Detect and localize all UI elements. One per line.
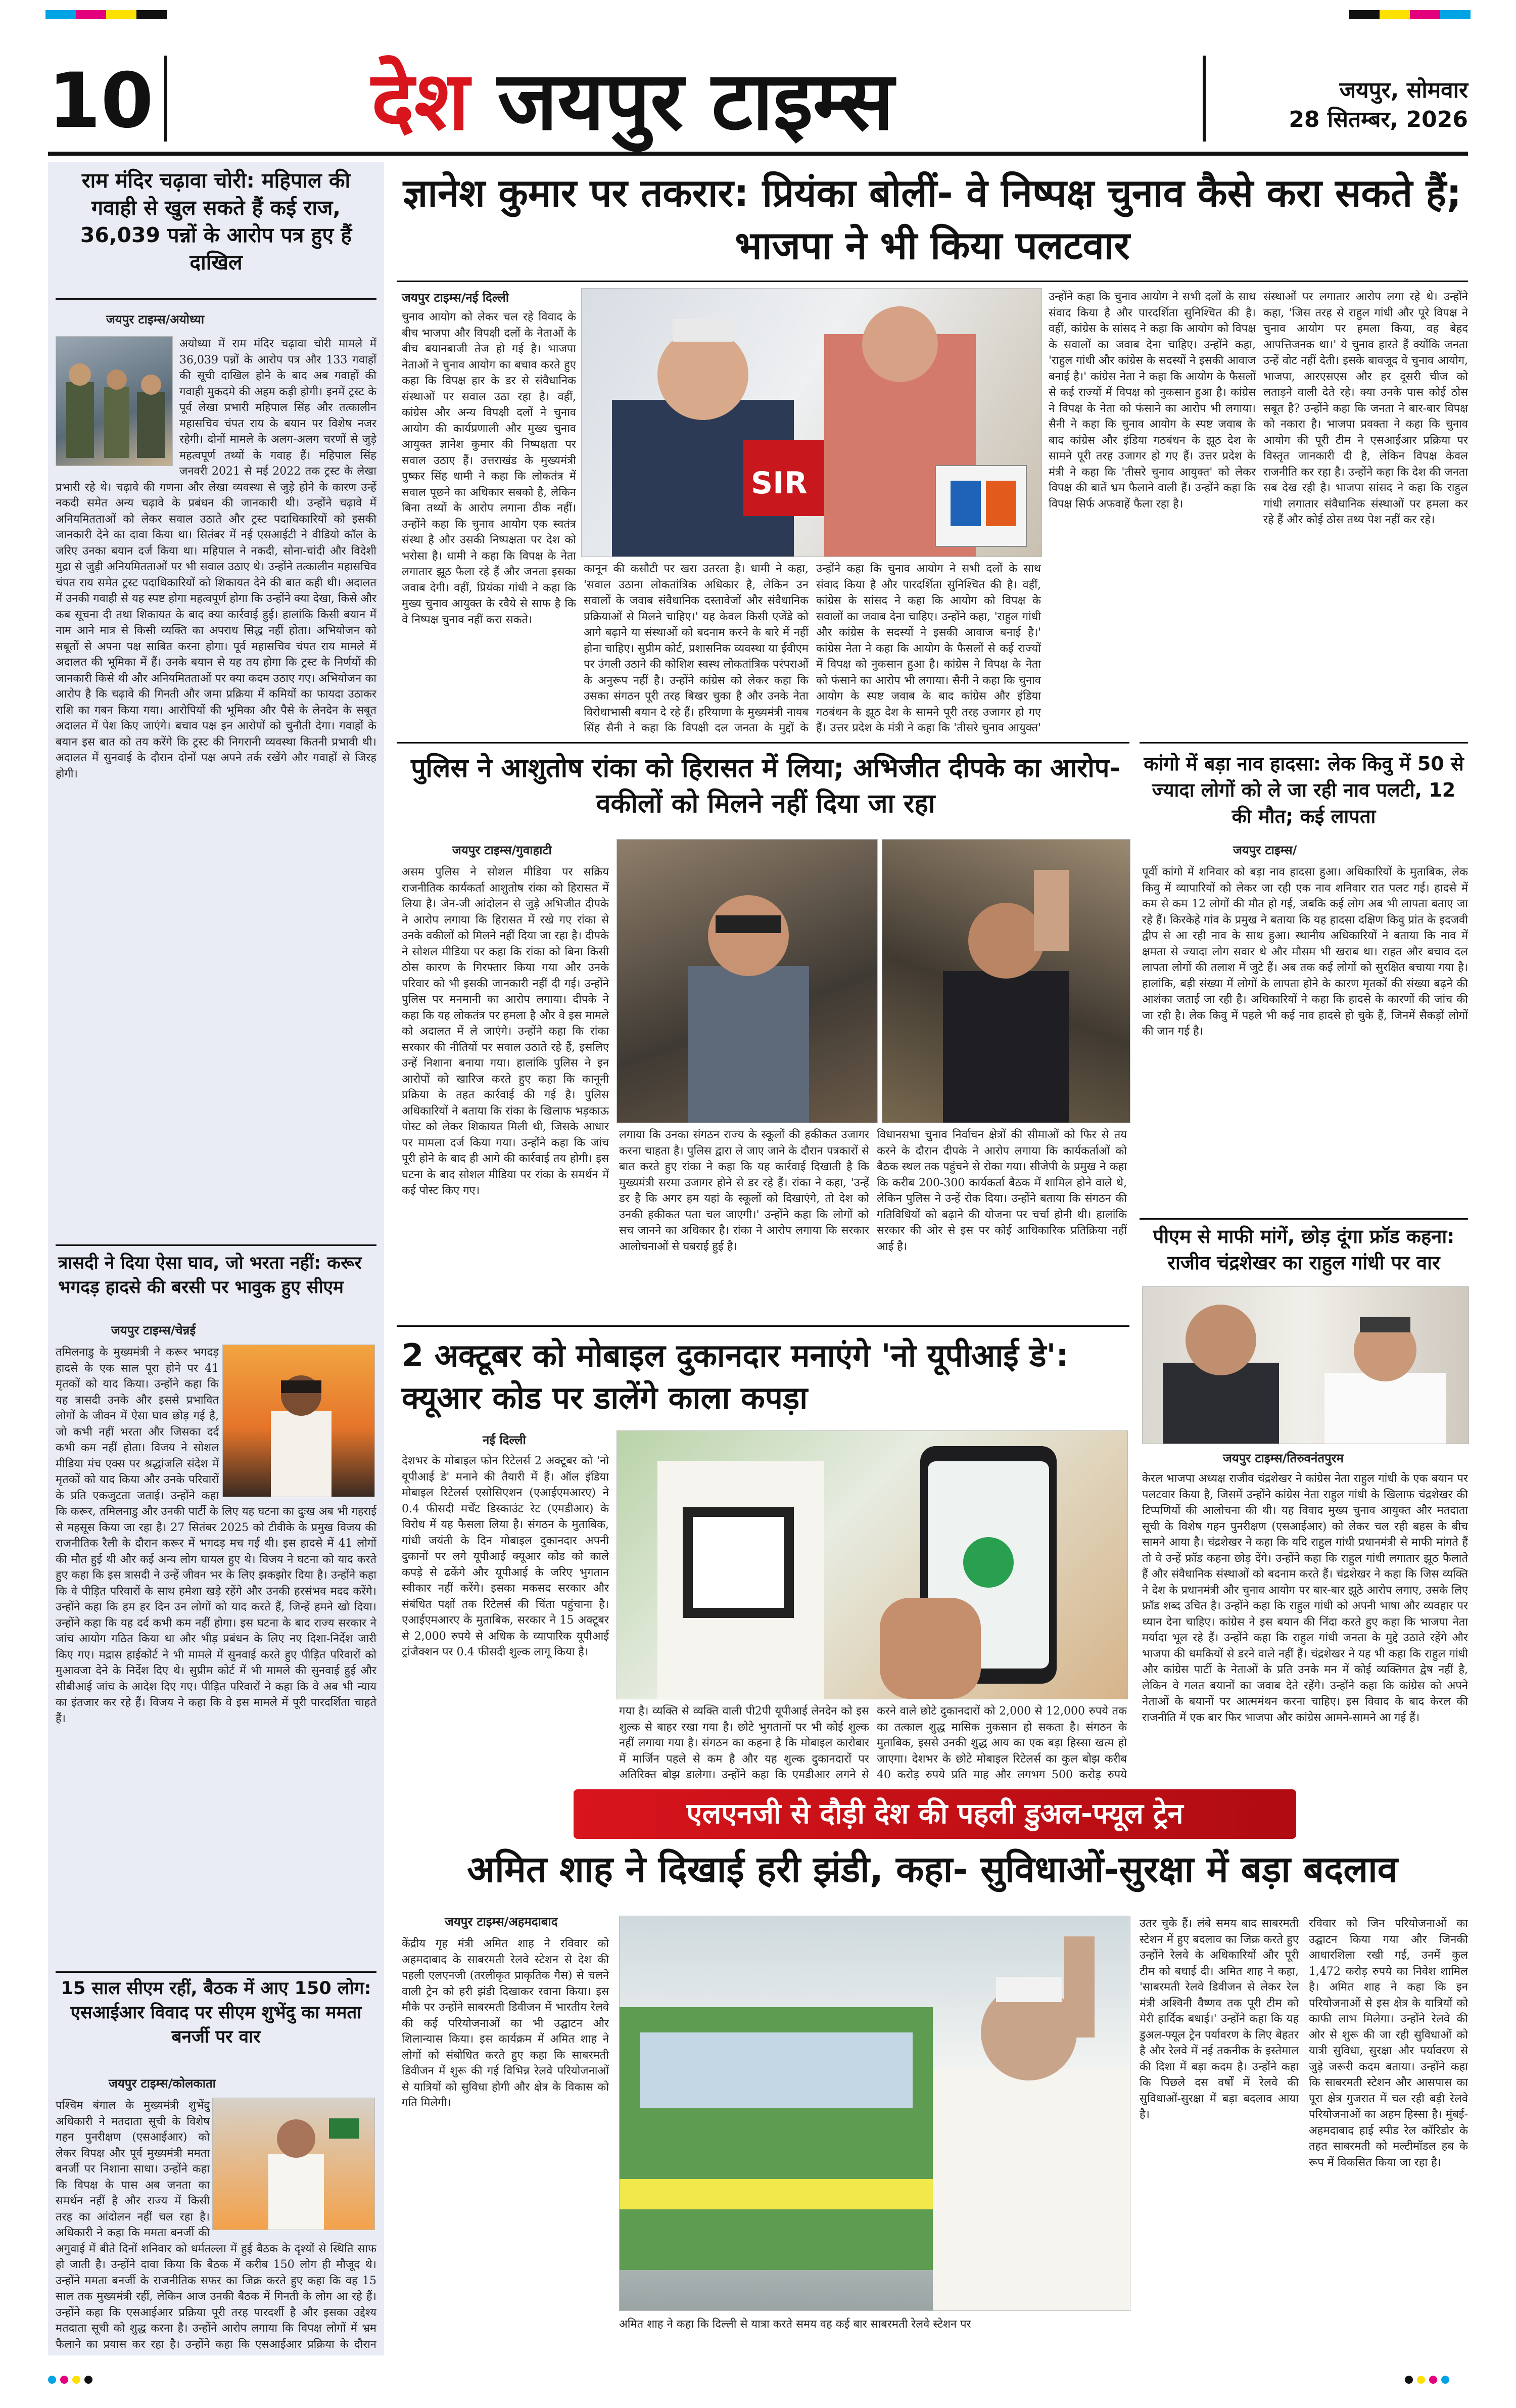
ranka-col3: विधानसभा चुनाव निर्वाचन क्षेत्रों की सीमाओं को फिर से तय करने के दौरान दीपके ने आरोप लगाया कि कार्यकर्ताओं को बैठक स्थल तक पहुंचने से रोका गया। सीजेपी के प्रमुख ने कहा कि करीब 200-300 कार्यकर्ता बैठक में शामिल होने वाले थे, लेकिन पुलिस ने उन्हें रोक दिया। उन्होंने बताया कि संगठन की गतिविधियों को बढ़ाने की योजना पर चर्चा होनी थी। हालांकि सरकार की ओर से इस पर कोई आधिकारिक प्रतिक्रिया नहीं आई है। <box>877 1129 1127 1253</box>
story-karur-title: त्रासदी ने दिया ऐसा घाव, जो भरता नहीं: करूर भगदड़ हादसे की बरसी पर भावुक हुए सीएम <box>58 1253 362 1298</box>
train-photo-graphic <box>620 1916 1130 2310</box>
ranka-byline: जयपुर टाइम्स/गुवाहाटी <box>452 843 552 857</box>
story-ram-mandir-title: राम मंदिर चढ़ावा चोरी: महिपाल की गवाही से खुल सकते हैं कई राज, 36,039 पन्नों के आरोप पत्र हुए हैं दाखिल <box>80 168 352 274</box>
lead-col3-continued: उन्होंने कहा कि चुनाव आयोग ने सभी दलों के साथ संवाद किया है और पारदर्शिता सुनिश्चित की है। वहीं, कांग्रेस के सांसद ने कहा कि आयोग को विपक्ष के सवालों का जवाब देना चाहिए। उन्होंने कहा, 'राहुल गांधी और कांग्रेस के सदस्यों ने इसकी आवाज बनाई है।' कांग्रेस नेता ने कहा कि आयोग के फैसलों से कई राज्यों में विपक्ष को नुकसान हुआ है। कांग्रेस ने विपक्ष के नेता को फंसाने का आरोप भी लगाया। सैनी ने कहा कि चुनाव आयोग के स्पष्ट जवाब के बाद कांग्रेस और इंडिया गठबंधन के झूठ देश के सामने पूरी तरह उजागर हो गए हैं। उत्तर प्रदेश के मंत्री ने कहा कि 'तीसरे चुनाव आयुक्त' को लेकर विपक्ष की बातें भ्रम फैलाने वाली हैं। उन्होंने कहा कि विपक्ष सिर्फ अफवाहें फैला रहा है। <box>1049 291 1256 511</box>
ranka-photo-1-graphic <box>617 840 877 1123</box>
story-karur-byline: जयपुर टाइम्स/चेन्नई <box>111 1323 196 1337</box>
rajeev-headline: पीएम से माफी मांगें, छोड़ दूंगा फ्रॉड कहना: राजीव चंद्रशेखर का राहुल गांधी पर वार <box>1153 1225 1455 1274</box>
ranka-col2: लगाया कि उनका संगठन राज्य के स्कूलों की हकीकत उजागर करना चाहता है। पुलिस द्वारा ले जाए जाने के दौरान पत्रकारों से बात करते हुए रांका ने कहा कि यह कार्रवाई दिखाती है कि मुख्यमंत्री सरमा उजागर होने से डर रहे हैं। रांका ने कहा, 'उन्हें डर है कि अगर हम यहां के स्कूलों को दिखाएंगे, तो देश को उनकी हकीकत पता चल जाएगी।' उन्होंने कहा कि लोगों को सच जानने का अधिकार है। रांका ने आरोप लगाया कि सरकार आलोचनाओं से घबराई हुई है। <box>619 1129 869 1253</box>
train-col2: उतर चुके हैं। लंबे समय बाद साबरमती स्टेशन में हुए बदलाव का जिक्र करते हुए उन्होंने रेलवे के अधिकारियों और पूरी टीम को बधाई दी। अमित शाह ने कहा, 'साबरमती रेलवे डिवीजन से लेकर रेल मंत्री अश्विनी वैष्णव तक पूरी टीम को मेरी हार्दिक बधाई।' उन्होंने कहा कि यह डुअल-फ्यूल ट्रेन पर्यावरण के लिए बेहतर है और रेलवे में नई तकनीक के इस्तेमाल की दिशा में बड़ा कदम है। उन्होंने कहा कि पिछले दस वर्षों में रेलवे की सुविधाओं-सुरक्षा में बड़ा बदलाव आया है। <box>1140 1917 1299 2121</box>
story-ram-mandir-body: अयोध्या में राम मंदिर चढ़ावा चोरी मामले में 36,039 पन्नों के आरोप पत्र और 133 गवाहों की सूची दाखिल होने के बाद अब गवाहों की गवाही मुकदमे की अहम कड़ी होगी। इनमें ट्रस्ट के पूर्व लेखा प्रभारी महिपाल सिंह और तत्कालीन महासचिव चंपत राय के बयान पर विशेष नजर रहेगी। दोनों मामले के अलग-अलग चरणों से जुड़े महत्वपूर्ण तथ्यों के गवाह हैं। महिपाल सिंह जनवरी 2021 से मई 2022 तक ट्रस्ट के लेखा प्रभारी रहे थे। चढ़ावे की गणना और लेखा व्यवस्था से जुड़े होने के कारण उन्हें नकदी समेत अन्य चढ़ावे के प्रबंधन की जानकारी थी। उन्होंने चढ़ावे में अनियमितताओं को लेकर सवाल उठाते और ट्रस्ट पदाधिकारियों को इसकी जानकारी देने का दावा किया था। सितंबर में नई एसआईटी ने वीडियो कॉल के जरिए उनका बयान दर्ज किया था। महिपाल ने नकदी, सोना-चांदी और विदेशी मुद्रा से जुड़ी अनियमितताओं पर भी सवाल उठाए थे। उन्होंने तत्कालीन महासचिव चंपत राय समेत ट्रस्ट पदाधिकारियों को शिकायत देने की बात कही थी। अदालत में उनकी गवाही से यह स्पष्ट होगा महत्वपूर्ण होगा कि उन्होंने क्या देखा, किसे और कब सूचना दी तथा शिकायत के बाद क्या कार्रवाई हुई। हालांकि किसी बयान में नाम आने मात्र से किसी व्यक्ति का अपराध सिद्ध नहीं होता। अभियोजन को सबूतों से अपना पक्ष साबित करना होगा। पूर्व महासचिव चंपत राय मामले में अदालत की भूमिका में हैं। उनके बयान से यह तय होगा कि ट्रस्ट के निर्णयों की जानकारी किसे थी और अनियमितताओं पर क्या कदम उठाए गए। अभियोजन का आरोप है कि चढ़ावे की गिनती और जमा प्रक्रिया में कमियों का फायदा उठाकर राशि का गबन किया गया। आरोपियों की भूमिका और पैसे के लेनदेन के सबूत अदालत में पेश किए जाएंगे। बचाव पक्ष इन आरोपों को चुनौती देगा। गवाहों के बयान इस बात को तय करेंगे कि ट्रस्ट की निगरानी व्यवस्था कितनी प्रभावी थी। अदालत में सुनवाई के दौरान दोनों पक्ष अपने तर्क रखेंगे और गवाहों से जिरह होगी। <box>56 338 376 780</box>
dateline <box>1289 76 1468 134</box>
divider <box>397 742 1129 744</box>
masthead-title <box>371 51 894 152</box>
masthead-divider <box>1203 56 1206 142</box>
story-suvendu-body: पश्चिम बंगाल के मुख्यमंत्री शुभेंदु अधिकारी ने मतदाता सूची के विशेष गहन पुनरीक्षण (एसआईआर) को लेकर विपक्ष और पूर्व मुख्यमंत्री ममता बनर्जी पर निशाना साधा। उन्होंने कहा कि विपक्ष के पास अब जनता का समर्थन नहीं है और राज्य में किसी तरह का आंदोलन नहीं चल रहा है। अधिकारी ने कहा कि ममता बनर्जी की अगुवाई में बीते दिनों शनिवार को धर्मतल्ला में हुई बैठक के दृश्यों से स्थिति साफ हो जाती है। उन्होंने दावा किया कि बैठक में करीब 150 लोग ही मौजूद थे। उन्होंने ममता बनर्जी के राजनीतिक सफर का जिक्र करते हुए कहा कि वह 15 साल तक मुख्यमंत्री रहीं, लेकिन आज उनकी बैठक में गिनती के लोग आ रहे हैं। उन्होंने कहा कि एसआईआर प्रक्रिया पूरी तरह पारदर्शी है और इसका उद्देश्य मतदाता सूची को शुद्ध करना है। उन्होंने आरोप लगाया कि विपक्ष लोगों में भ्रम फैलाने का प्रयास कर रहा है। उन्होंने कहा कि एसआईआर प्रक्रिया के दौरान <box>56 2099 376 2350</box>
footer-color-marks <box>1405 2376 1449 2384</box>
train-photo-caption: अमित शाह ने कहा कि दिल्ली से यात्रा करते समय वह कई बार साबरमती रेलवे स्टेशन पर <box>619 2318 971 2331</box>
lead-col3: उन्होंने कहा कि चुनाव आयोग ने सभी दलों के साथ संवाद किया है और पारदर्शिता सुनिश्चित की है। वहीं, कांग्रेस के सांसद ने कहा कि आयोग को विपक्ष के सवालों का जवाब देना चाहिए। उन्होंने कहा, 'राहुल गांधी और कांग्रेस के सदस्यों ने इसकी आवाज बनाई है।' कांग्रेस नेता ने कहा कि आयोग के फैसलों से कई राज्यों में विपक्ष को नुकसान हुआ है। कांग्रेस ने विपक्ष के नेता को फंसाने का आरोप भी लगाया। सैनी ने कहा कि चुनाव आयोग के स्पष्ट जवाब के बाद कांग्रेस और इंडिया गठबंधन के झूठ देश के सामने पूरी तरह उजागर हो गए हैं। उत्तर प्रदेश के मंत्री ने कहा कि 'तीसरे चुनाव आयुक्त' <box>816 563 1041 734</box>
masthead-divider <box>164 56 167 142</box>
congo-byline: जयपुर टाइम्स/ <box>1233 843 1297 857</box>
divider <box>1140 742 1468 744</box>
footer-color-marks <box>48 2376 92 2384</box>
text-wrap-spacer <box>219 1345 376 1499</box>
train-headline: अमित शाह ने दिखाई हरी झंडी, कहा- सुविधाओं-सुरक्षा में बड़ा बदलाव <box>467 1848 1398 1890</box>
text-wrap-spacer <box>56 336 179 468</box>
divider <box>397 1325 1129 1327</box>
lead-byline: जयपुर टाइम्स/नई दिल्ली <box>402 291 509 305</box>
ranka-photo-2-graphic <box>882 840 1130 1123</box>
story-suvendu-byline: जयपुर टाइम्स/कोलकाता <box>109 2076 216 2091</box>
section-name: देश <box>371 54 469 148</box>
ranka-photo-1 <box>617 839 878 1123</box>
rajeev-byline: जयपुर टाइम्स/तिरुवनंतपुरम <box>1223 1451 1344 1465</box>
divider <box>56 1244 376 1246</box>
upi-col1: देशभर के मोबाइल फोन रिटेलर्स 2 अक्टूबर को 'नो यूपीआई डे' मनाने की तैयारी में हैं। ऑल इंडिया मोबाइल रिटेलर्स एसोसिएशन (एआईएमआरए) ने 0.4 फीसदी मर्चेंट डिस्काउंट रेट (एमडीआर) के विरोध में यह फैसला लिया है। संगठन के मुताबिक, गांधी जयंती के दिन मोबाइल दुकानदार अपनी दुकानों पर लगे यूपीआई क्यूआर कोड को काले कपड़े से ढकेंगे और यूपीआई के जरिए भुगतान स्वीकार नहीं करेंगे। इसका मकसद सरकार और संबंधित पक्षों तक रिटेलर्स की चिंता पहुंचाना है। एआईएमआरए के मुताबिक, सरकार ने 15 अक्टूबर से 2,000 रुपये से अधिक के व्यापारिक यूपीआई ट्रांजैक्शन पर 0.4 फीसदी शुल्क लागू किया है। <box>402 1455 609 1658</box>
lead-photo <box>581 288 1042 557</box>
ranka-headline: पुलिस ने आशुतोष रांका को हिरासत में लिया; अभिजीत दीपके का आरोप- वकीलों को मिलने नहीं दिया जा रहा <box>411 753 1120 819</box>
lead-photo-graphic <box>582 289 1041 557</box>
story-ram-mandir-byline: जयपुर टाइम्स/अयोध्या <box>106 312 205 327</box>
upi-photo <box>617 1430 1128 1699</box>
rajeev-photo-graphic <box>1143 1287 1468 1444</box>
upi-col3: करने वाले छोटे दुकानदारों को 2,000 से 12,000 रुपये तक का तत्काल शुद्ध मासिक नुकसान हो सकता है। संगठन के मुताबिक, इससे उनकी शुद्ध आय का एक बड़ा हिस्सा खत्म हो जाएगा। देशभर के छोटे मोबाइल रिटेलर्स का कुल बोझ करीब 40 करोड़ रुपये प्रति माह और लगभग 500 करोड़ रुपये <box>877 1705 1127 1781</box>
rajeev-body: केरल भाजपा अध्यक्ष राजीव चंद्रशेखर ने कांग्रेस नेता राहुल गांधी के एक बयान पर पलटवार किया है, जिसमें उन्होंने कांग्रेस नेता राहुल गांधी के खिलाफ चंद्रशेखर की टिप्पणियों की आलोचना की थी। यह विवाद मुख्य चुनाव आयुक्त और मतदाता सूची के विशेष गहन पुनरीक्षण (एसआईआर) को लेकर चल रही बहस के बीच सामने आया है। चंद्रशेखर ने कहा कि यदि राहुल गांधी प्रधानमंत्री से माफी मांगते हैं तो वे उन्हें फ्रॉड कहना छोड़ देंगे। उन्होंने कहा कि राहुल गांधी लगातार झूठ फैलाते हैं और संवैधानिक संस्थाओं को बदनाम करते हैं। चंद्रशेखर ने कहा कि जिस व्यक्ति ने देश के प्रधानमंत्री और चुनाव आयोग पर बार-बार झूठे आरोप लगाए, उसके लिए फ्रॉड शब्द उचित है। उन्होंने कहा कि राहुल गांधी को अपनी भाषा और व्यवहार पर ध्यान देना चाहिए। कांग्रेस ने इस बयान की निंदा करते हुए कहा कि भाजपा नेता मर्यादा भूल रहे हैं। उन्होंने कहा कि राहुल गांधी जनता के मुद्दे उठाते रहेंगे और भाजपा की धमकियों से डरने वाले नहीं हैं। चंद्रशेखर ने यह भी कहा कि राहुल गांधी और कांग्रेस पार्टी के नेताओं के प्रति उनके मन में कोई व्यक्तिगत द्वेष नहीं है, लेकिन वे गलत बयानों का जवाब देते रहेंगे। उन्होंने कहा कि कांग्रेस को अपने नेताओं के बयानों पर आत्ममंथन करना चाहिए। इस विवाद के बाद केरल की राजनीति में एक बार फिर भाजपा और कांग्रेस आमने-सामने आ गई हैं। <box>1142 1472 1468 1724</box>
upi-byline: नई दिल्ली <box>483 1433 526 1447</box>
registration-marks <box>1349 10 1471 19</box>
ranka-col1: असम पुलिस ने सोशल मीडिया पर सक्रिय राजनीतिक कार्यकर्ता आशुतोष रांका को हिरासत में लिया है। जेन-जी आंदोलन से जुड़े अभिजीत दीपके ने आरोप लगाया कि हिरासत में रखे गए रांका से उनके वकीलों को मिलने नहीं दिया जा रहा है। दीपके ने सोशल मीडिया पर कहा कि रांका को बिना किसी ठोस कारण के गिरफ्तार किया गया और उनके परिवार को भी इसकी जानकारी नहीं दी गई। उन्होंने पुलिस पर मनमानी का आरोप लगाया। दीपके ने कहा कि यह लोकतंत्र पर हमला है और वे इस मामले को अदालत में ले जाएंगे। उन्होंने कहा कि रांका सरकार की नीतियों पर सवाल उठाते रहे हैं, इसलिए उन्हें निशाना बनाया गया। हालांकि पुलिस ने इन आरोपों को खारिज करते हुए कहा कि कानूनी प्रक्रिया के तहत कार्रवाई की गई है। पुलिस अधिकारियों ने बताया कि रांका के खिलाफ भड़काऊ पोस्ट को लेकर शिकायत मिली थी, जिसके आधार पर मामला दर्ज किया गया। उन्होंने कहा कि जांच पूरी होने के बाद ही आगे की कार्रवाई तय होगी। इस घटना के बाद सोशल मीडिया पर रांका के समर्थन में कई पोस्ट किए गए। <box>402 866 609 1197</box>
lead-col4: संस्थाओं पर लगातार आरोप लगा रहे थे। उन्होंने कहा, 'जिस तरह से राहुल गांधी और पूरे विपक्ष ने चुनाव आयोग पर हमला किया, वह बेहद आपत्तिजनक था।' ये चुनाव हारते हैं क्योंकि जनता उन्हें वोट नहीं देती। इसके बावजूद वे चुनाव आयोग, भाजपा, आरएसएस और हर दूसरी चीज को लताड़ने वाली देते रहे। क्या उनके पास कोई ठोस सबूत है? उन्होंने कहा कि जनता ने बार-बार विपक्ष को नकारा है। भाजपा प्रवक्ता ने कहा कि चुनाव आयोग की पूरी टीम ने एसआईआर प्रक्रिया पर विस्तृत जानकारी दी है, लेकिन विपक्ष केवल राजनीति कर रहा है। उन्होंने कहा कि देश की जनता सब देख रही है। भाजपा सांसद ने कहा कि राहुल गांधी लगातार संवैधानिक संस्थाओं पर हमला कर रहे हैं और कोई ठोस तथ्य पेश नहीं कर रहे। <box>1263 291 1468 526</box>
text-wrap-spacer <box>210 2098 376 2232</box>
story-suvendu-title: 15 साल सीएम रहीं, बैठक में आए 150 लोग: एसआईआर विवाद पर सीएम शुभेंदु का ममता बनर्जी पर वार <box>61 1978 371 2047</box>
divider <box>397 281 1468 282</box>
train-byline: जयपुर टाइम्स/अहमदाबाद <box>445 1915 558 1929</box>
lead-photo-badge: SIR <box>751 466 808 501</box>
train-banner: एलएनजी से दौड़ी देश की पहली डुअल-फ्यूल ट्रेन <box>574 1789 1296 1839</box>
registration-marks <box>45 10 167 19</box>
train-col1: केंद्रीय गृह मंत्री अमित शाह ने रविवार को अहमदाबाद के साबरमती रेलवे स्टेशन से देश की पहली एलएनजी (तरलीकृत प्राकृतिक गैस) से चलने वाली ट्रेन को हरी झंडी दिखाकर रवाना किया। इस मौके पर उन्होंने साबरमती डिवीजन में भारतीय रेलवे की कई परियोजनाओं का भी उद्घाटन और शिलान्यास किया। इस कार्यक्रम में अमित शाह ने लोगों को संबोधित करते हुए कहा कि साबरमती डिवीजन में शुरू की गई विभिन्न रेलवे परियोजनाओं से यात्रियों को सुविधा होगी और क्षेत्र के विकास को गति मिलेगी। <box>402 1937 609 2109</box>
divider <box>56 298 376 300</box>
issue-date: 28 सितम्बर, 2026 <box>1289 107 1468 132</box>
upi-headline: 2 अक्टूबर को मोबाइल दुकानदार मनाएंगे 'नो यूपीआई डे': क्यूआर कोड पर डालेंगे काला कपड़ा <box>402 1337 1069 1416</box>
rajeev-photo <box>1142 1286 1469 1444</box>
paper-name: जयपुर टाइम्स <box>497 54 894 148</box>
divider <box>56 1971 376 1973</box>
lead-col1: चुनाव आयोग को लेकर चल रहे विवाद के बीच भाजपा और विपक्षी दलों के नेताओं के बीच बयानबाजी तेज हो गई है। भाजपा नेताओं ने चुनाव आयोग का बचाव करते हुए कहा कि विपक्ष हार के डर से संवैधानिक संस्थाओं पर सवाल उठा रहा है। वहीं, कांग्रेस और अन्य विपक्षी दलों ने चुनाव आयोग की कार्यप्रणाली और मुख्य चुनाव आयुक्त ज्ञानेश कुमार की निष्पक्षता पर सवाल उठाए हैं। उत्तराखंड के मुख्यमंत्री पुष्कर सिंह धामी ने कहा कि लोकतंत्र में सवाल पूछने का अधिकार सबको है, लेकिन बिना तथ्यों के आरोप लगाना ठीक नहीं। उन्होंने कहा कि चुनाव आयोग एक स्वतंत्र संस्था है और उसकी निष्पक्षता पर देश को भरोसा है। धामी ने कहा कि विपक्ष के नेता लगातार झूठ फैला रहे हैं और जनता इसका जवाब देगी। वहीं, प्रियंका गांधी ने कहा कि मुख्य चुनाव आयुक्त के रवैये से साफ है कि वे निष्पक्ष चुनाव नहीं करा सकते। <box>402 311 576 626</box>
train-col3: रविवार को जिन परियोजनाओं का उद्घाटन किया गया और जिनकी आधारशिला रखी गई, उनमें कुल 1,472 करोड़ रुपये का निवेश शामिल है। अमित शाह ने कहा कि इन परियोजनाओं से इस क्षेत्र के यात्रियों को काफी लाभ मिलेगा। उन्होंने रेलवे की ओर से शुरू की जा रही सुविधाओं को यात्री सुविधा, सुरक्षा और पर्यावरण से जुड़े जरूरी कदम बताया। उन्होंने कहा कि साबरमती स्टेशन और आसपास का पूरा क्षेत्र गुजरात में चल रही बड़ी रेलवे परियोजनाओं का अहम हिस्सा है। मुंबई-अहमदाबाद हाई स्पीड रेल कॉरिडोर के तहत साबरमती को मल्टीमॉडल हब के रूप में विकसित किया जा रहा है। <box>1309 1917 1468 2169</box>
divider <box>1140 1218 1468 1220</box>
lead-headline: ज्ञानेश कुमार पर तकरार: प्रियंका बोलीं- वे निष्पक्ष चुनाव कैसे करा सकते हैं; भाजपा ने भी किया पलटवार <box>403 170 1462 268</box>
congo-body: पूर्वी कांगो में शनिवार को बड़ा नाव हादसा हुआ। अधिकारियों के मुताबिक, लेक किवु में व्यापारियों को लेकर जा रही एक नाव शनिवार रात पलट गई। हादसे में कम से कम 12 लोगों की मौत हो गई, जबकि कई लोग अब भी लापता बताए जा रहे हैं। किरकेहे गांव के प्रमुख ने बताया कि यह हादसा दक्षिण किवु प्रांत के इदजवी द्वीप से आ रही नाव के साथ हुआ। स्थानीय अधिकारियों ने बताया कि नाव में क्षमता से ज्यादा लोग सवार थे और मौसम भी खराब था। राहत और बचाव दल लापता लोगों की तलाश में जुटे हैं। अब तक कई लोगों को सुरक्षित बचाया गया है। हालांकि, बड़ी संख्या में लोगों के लापता होने के कारण मृतकों की संख्या बढ़ने की आशंका जताई जा रही है। अधिकारियों ने कहा कि हादसे के कारणों की जांच की जा रही है। लेक किवु में पहले भी कई नाव हादसे हो चुके हैं, जिनमें सैकड़ों लोगों की जान गई है। <box>1142 866 1468 1038</box>
place-day: जयपुर, सोमवार <box>1339 77 1468 103</box>
train-photo <box>619 1916 1130 2311</box>
lead-col2: कानून की कसौटी पर खरा उतरता है। धामी ने कहा, 'सवाल उठाना लोकतांत्रिक अधिकार है, लेकिन उन सवालों के जवाब संवैधानिक दस्तावेजों और संवैधानिक प्रक्रियाओं से मिलने चाहिए।' यह केवल किसी एजेंडे को आगे बढ़ाने या संस्थाओं को बदनाम करने के बारे में नहीं होना चाहिए। सुप्रीम कोर्ट, प्रशासनिक व्यवस्था या ईवीएम पर उंगली उठाने की कोशिश स्वस्थ लोकतांत्रिक परंपराओं के अनुरूप नहीं है। उन्होंने कांग्रेस को लेकर कहा कि उसका संगठन पूरी तरह बिखर चुका है और उनके नेता विरोधाभासी बयान दे रहे हैं। हरियाणा के मुख्यमंत्री नायब सिंह सैनी ने कहा कि विपक्षी दल जनता के मुद्दों के <box>584 563 809 734</box>
ranka-photo-2 <box>882 839 1130 1123</box>
masthead-rule <box>48 152 1468 156</box>
story-karur-body: तमिलनाडु के मुख्यमंत्री ने करूर भगदड़ हादसे के एक साल पूरा होने पर 41 मृतकों को याद किया। उन्होंने कहा कि यह त्रासदी उनके और इससे प्रभावित लोगों के जीवन में ऐसा घाव छोड़ गई है, जो कभी नहीं भरता और जिसका दर्द कभी कम नहीं होता। विजय ने सोशल मीडिया मंच एक्स पर श्रद्धांजलि संदेश में मृतकों को याद किया और उनके परिवारों के प्रति एकजुटता जताई। उन्होंने कहा कि करूर, तमिलनाडु और उनकी पार्टी के लिए यह घटना का दुःख अब भी गहराई से महसूस किया जा रहा है। 27 सितंबर 2025 को टीवीके के प्रमुख विजय की राजनीतिक रैली के दौरान करूर में भगदड़ मच गई थी। इस हादसे में 41 लोगों की मौत हुई थी और कई अन्य लोग घायल हुए थे। विजय ने घटना को याद करते हुए कहा कि इस त्रासदी ने उन्हें जीवन भर के लिए झकझोर दिया है। उन्होंने कहा कि वे पीड़ित परिवारों के साथ हमेशा खड़े रहेंगे और उनकी हरसंभव मदद करेंगे। उन्होंने कहा कि हम हर दिन उन लोगों को याद करते हैं, जिन्हें हमने खो दिया। उन्होंने कहा कि यह दर्द कभी कम नहीं होगा। इस घटना के बाद राज्य सरकार ने जांच आयोग गठित किया था और भीड़ प्रबंधन के लिए नए दिशा-निर्देश जारी किए गए। मद्रास हाईकोर्ट ने भी मामले में सुनवाई करते हुए पीड़ित परिवारों को मुआवजा देने के निर्देश दिए थे। सुप्रीम कोर्ट में भी मामले की सुनवाई हुई और सीबीआई जांच के आदेश दिए गए। पीड़ित परिवारों ने कहा कि वे अब भी न्याय का इंतजार कर रहे हैं। विजय ने कहा कि वे इस मामले में पूरी पारदर्शिता चाहते हैं। <box>56 1346 376 1725</box>
upi-col2: गया है। व्यक्ति से व्यक्ति वाली पी2पी यूपीआई लेनदेन को इस शुल्क से बाहर रखा गया है। छोटे भुगतानों पर भी कोई शुल्क नहीं लगाया गया है। संगठन का कहना है कि मोबाइल कारोबार में मार्जिन पहले से कम है और यह शुल्क दुकानदारों पर अतिरिक्त बोझ डालेगा। उन्होंने कहा कि एमडीआर लगने से <box>619 1705 869 1781</box>
page-number: 10 <box>48 57 154 145</box>
congo-headline: कांगो में बड़ा नाव हादसा: लेक किवु में 50 से ज्यादा लोगों को ले जा रही नाव पलटी, 12 की मौत; कई लापता <box>1144 753 1464 827</box>
upi-photo-graphic <box>617 1431 1127 1699</box>
